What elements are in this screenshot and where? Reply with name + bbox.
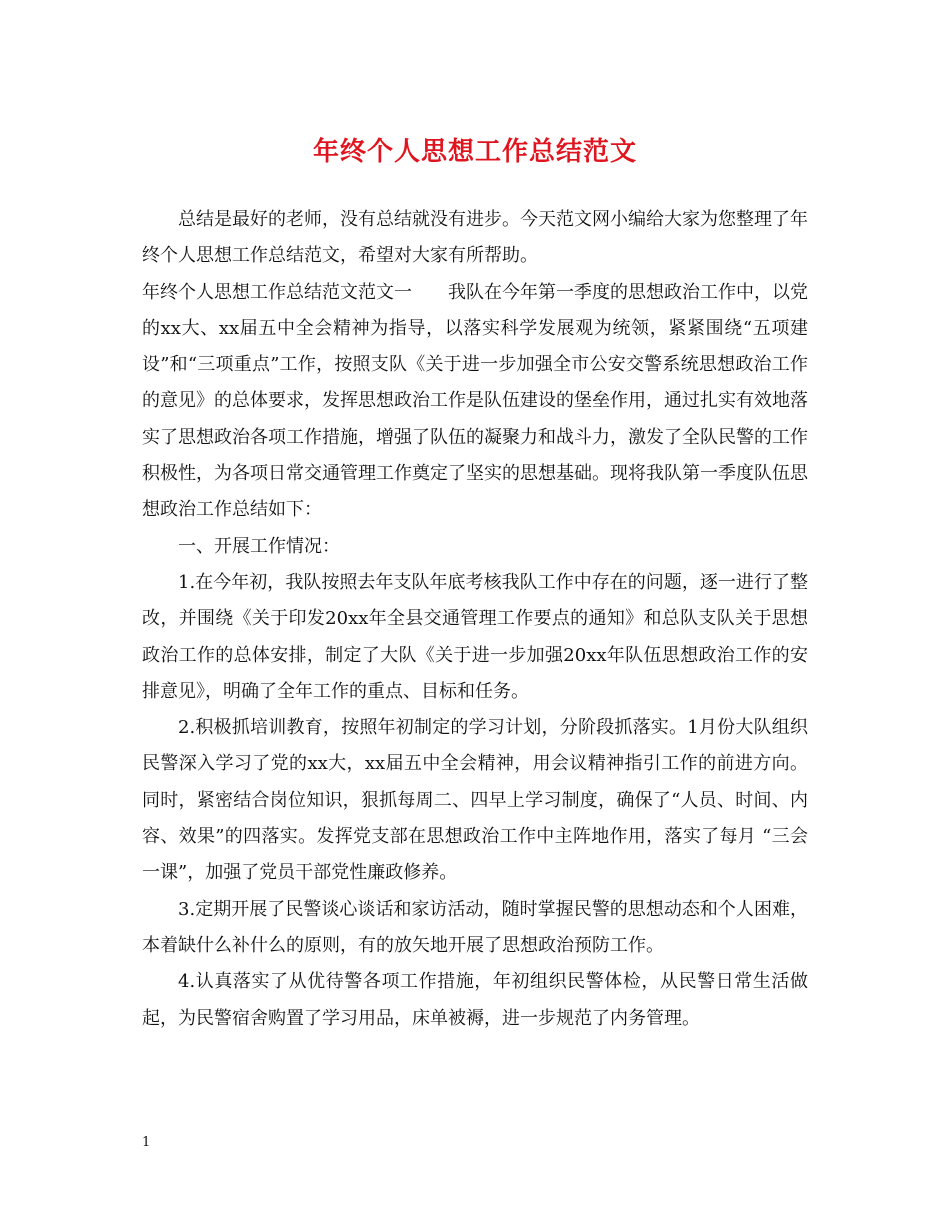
paragraph-sample-one: 年终个人思想工作总结范文范文一 我队在今年第一季度的思想政治工作中，以党的xx大、xx届五中全会精神为指导，以落实科学发展观为统领，紧紧围绕“五项建设”和“三项重点”工作，按照支队《关于进一步加强全市公安交警系统思想政治工作的意见》的总体要求，发挥思想政治工作是队伍建设的堡垒作用，通过扎实有效地落实了思想政治各项工作措施，增强了队伍的凝聚力和战斗力，激发了全队民警的工作积极性，为各项日常交通管理工作奠定了坚实的思想基础。现将我队第一季度队伍思想政治工作总结如下： — [142, 281, 808, 521]
section-heading: 一、开展工作情况： — [178, 535, 340, 557]
paragraph-intro: 总结是最好的老师，没有总结就没有进步。今天范文网小编给大家为您整理了年终个人思想工作总结范文，希望对大家有所帮助。 — [142, 209, 808, 267]
paragraph-item-3: 3.定期开展了民警谈心谈话和家访活动，随时掌握民警的思想动态和个人困难，本着缺什么补什么的原则，有的放矢地开展了思想政治预防工作。 — [142, 898, 808, 956]
paragraph-item-2: 2.积极抓培训教育，按照年初制定的学习计划，分阶段抓落实。1月份大队组织民警深入学习了党的xx大，xx届五中全会精神，用会议精神指引工作的前进方向。同时，紧密结合岗位知识，狠抓每周二、四早上学习制度，确保了“人员、时间、内容、效果”的四落实。发挥党支部在思想政治工作中主阵地作用，落实了每月 “三会一课”，加强了党员干部党性廉政修养。 — [142, 717, 808, 884]
document-body — [142, 202, 808, 1037]
paragraph-item-1: 1.在今年初，我队按照去年支队年底考核我队工作中存在的问题，逐一进行了整改，并围绕《关于印发20xx年全县交通管理工作要点的通知》和总队支队关于思想政治工作的总体安排，制定了大队《关于进一步加强20xx年队伍思想政治工作的安排意见》，明确了全年工作的重点、目标和任务。 — [142, 571, 808, 702]
document-title: 年终个人思想工作总结范文 — [312, 137, 637, 167]
paragraph-item-4: 4.认真落实了从优待警各项工作措施，年初组织民警体检，从民警日常生活做起，为民警宿舍购置了学习用品，床单被褥，进一步规范了内务管理。 — [142, 971, 808, 1029]
page-number: 1 — [142, 1135, 151, 1150]
